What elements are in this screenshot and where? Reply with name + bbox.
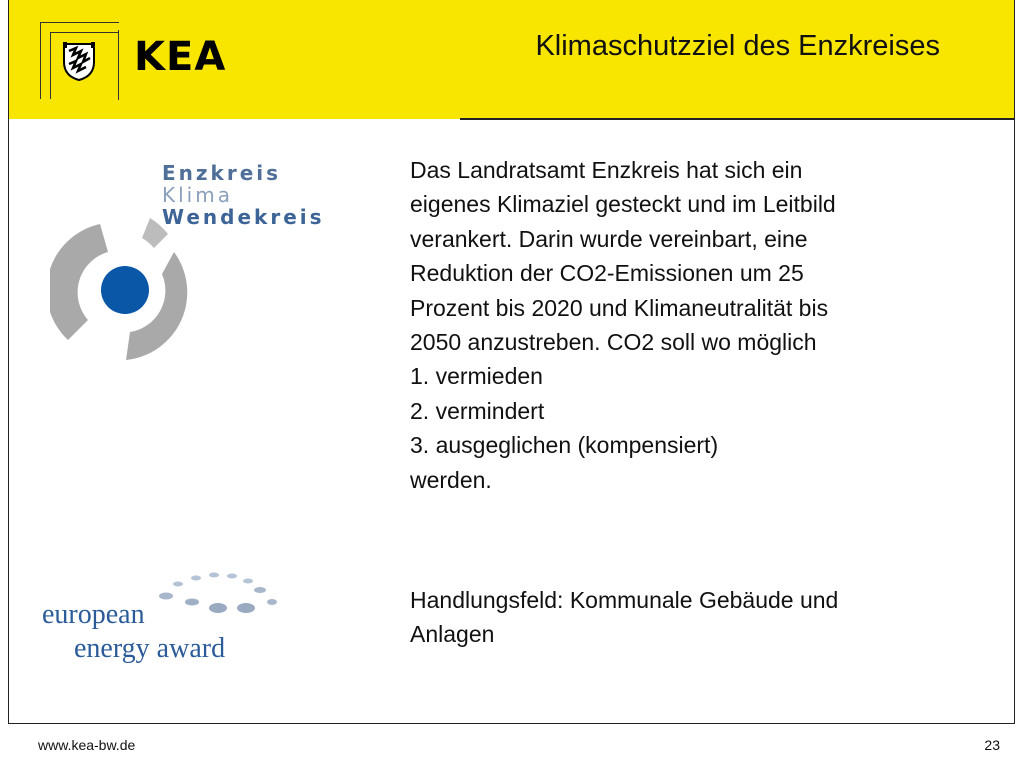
body-line: 1. vermieden: [410, 363, 543, 390]
handlungsfeld-line1: Handlungsfeld: Kommunale Gebäude und: [410, 587, 839, 613]
circle-arcs-logo-icon: [50, 212, 210, 372]
enzkreis-logo-line2: Klima: [162, 183, 233, 207]
eea-logo-line1: european: [42, 599, 145, 630]
body-line: Reduktion der CO2-Emissionen um 25: [410, 260, 804, 287]
body-line: Das Landratsamt Enzkreis hat sich ein: [410, 157, 803, 183]
coat-of-arms-icon: [62, 42, 96, 82]
logo-divider: [118, 30, 119, 100]
body-line: werden.: [410, 466, 492, 493]
enzkreis-logo-line1: Enzkreis: [162, 161, 282, 185]
handlungsfeld-text: [410, 583, 970, 652]
page-title: Klimaschutzziel des Enzkreises: [535, 30, 940, 62]
body-line: 2. vermindert: [410, 397, 545, 424]
enzkreis-logo-line3: Wendekreis: [162, 205, 325, 229]
body-line: 3. ausgeglichen (kompensiert): [410, 432, 719, 459]
body-line: verankert. Darin wurde vereinbart, eine: [410, 225, 808, 252]
header-divider: [460, 118, 1015, 120]
body-line: eigenes Klimaziel gesteckt und im Leitbild: [410, 191, 836, 218]
eea-logo-line2: energy award: [74, 633, 226, 664]
enzkreis-logo: [50, 162, 340, 372]
eea-dots-icon: [148, 568, 278, 623]
body-text: [410, 153, 970, 497]
body-line: 2050 anzustreben. CO2 soll wo möglich: [410, 329, 817, 356]
page-number: 23: [984, 737, 1000, 753]
footer-url: www.kea-bw.de: [38, 737, 136, 753]
handlungsfeld-line2: Anlagen: [410, 621, 495, 648]
coat-of-arms-logo: [40, 22, 120, 100]
kea-logo: KEA: [134, 34, 227, 80]
body-line: Prozent bis 2020 und Klimaneutralität bis: [410, 294, 829, 321]
european-energy-award-logo: [38, 568, 278, 678]
